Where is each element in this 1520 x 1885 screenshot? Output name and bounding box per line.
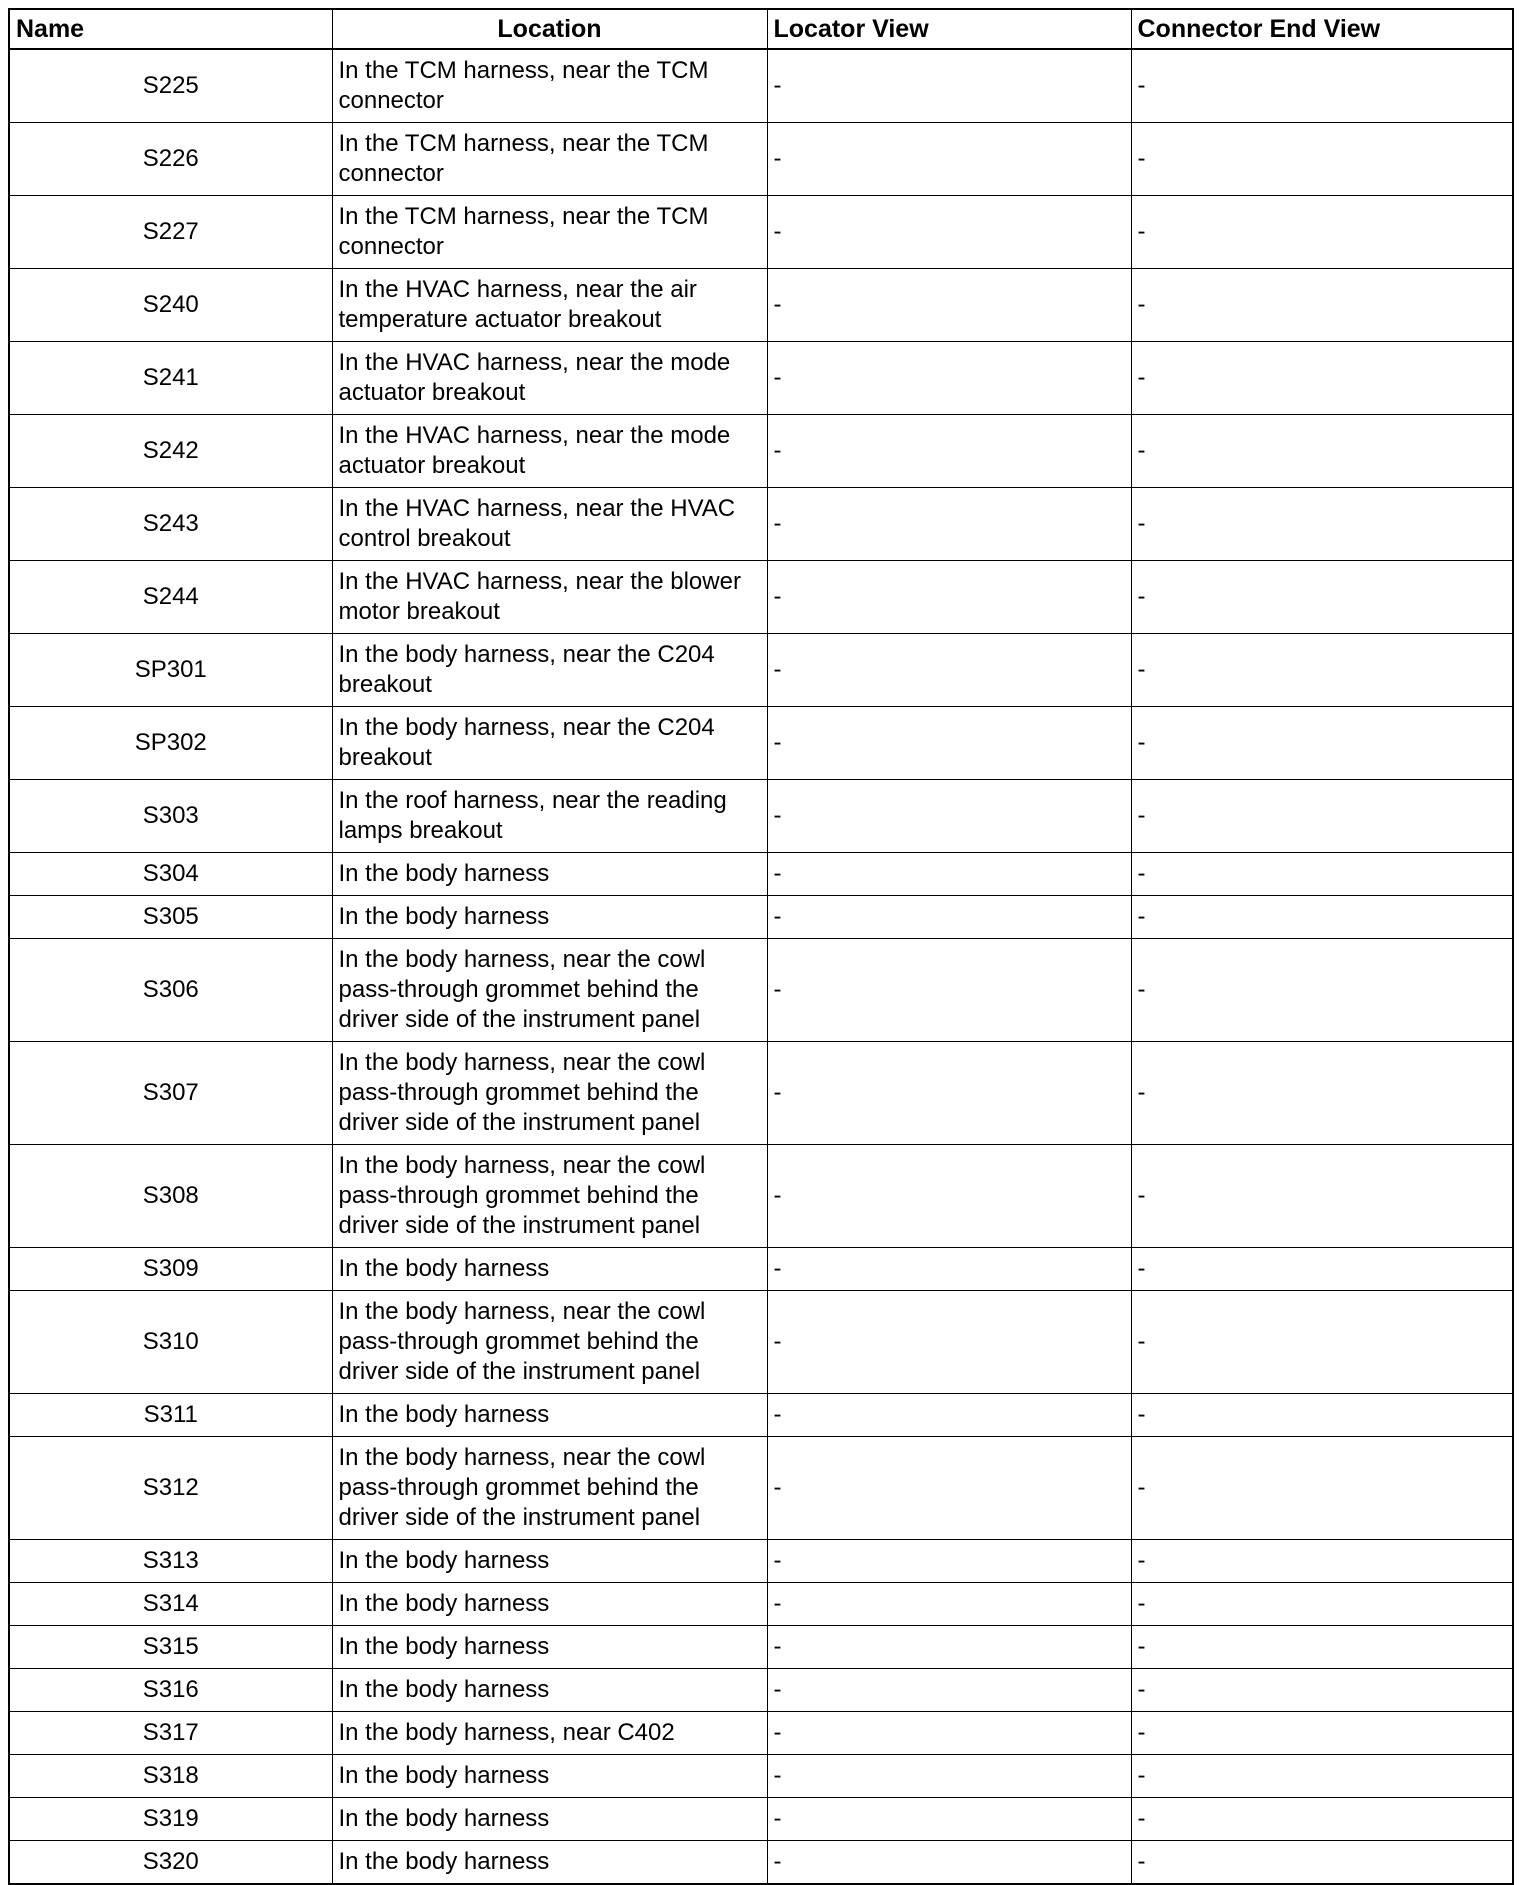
splice-name-cell: S312 (9, 1437, 332, 1540)
table-row (9, 49, 1513, 123)
location-line: breakout (338, 744, 432, 771)
splice-name-cell: SP302 (9, 707, 332, 780)
connector-end-view-cell: - (1131, 49, 1513, 123)
location-line: pass-through grommet behind the (338, 1182, 699, 1209)
location-line: In the HVAC harness, near the mode (338, 422, 731, 449)
connector-end-view-cell: - (1131, 269, 1513, 342)
locator-view-cell: - (767, 1583, 1131, 1626)
connector-end-view-cell: - (1131, 561, 1513, 634)
location-line: connector (338, 160, 444, 187)
location-cell (332, 1437, 767, 1540)
table-row (9, 488, 1513, 561)
table-row (9, 634, 1513, 707)
splice-name-cell: S244 (9, 561, 332, 634)
locator-view-cell: - (767, 561, 1131, 634)
location-line: driver side of the instrument panel (338, 1006, 701, 1033)
location-line: In the HVAC harness, near the mode (338, 349, 731, 376)
locator-view-cell: - (767, 1798, 1131, 1841)
location-line: In the body harness, near C402 (338, 1719, 675, 1746)
locator-view-cell: - (767, 634, 1131, 707)
splice-name-cell: S313 (9, 1540, 332, 1583)
table-body (9, 49, 1513, 1884)
locator-view-cell: - (767, 342, 1131, 415)
location-line: temperature actuator breakout (338, 306, 662, 333)
location-line: driver side of the instrument panel (338, 1504, 701, 1531)
splice-name-cell: S241 (9, 342, 332, 415)
table-row (9, 1248, 1513, 1291)
location-line: In the body harness (338, 1762, 550, 1789)
location-line: In the body harness, near the cowl (338, 946, 706, 973)
table-row (9, 196, 1513, 269)
splice-name-cell: SP301 (9, 634, 332, 707)
location-line: breakout (338, 671, 432, 698)
table-row (9, 1145, 1513, 1248)
location-line: control breakout (338, 525, 511, 552)
location-cell (332, 1248, 767, 1291)
splice-name-cell: S311 (9, 1394, 332, 1437)
locator-view-cell: - (767, 1755, 1131, 1798)
location-cell (332, 49, 767, 123)
location-line: In the body harness (338, 903, 550, 930)
splice-name-cell: S309 (9, 1248, 332, 1291)
table-row (9, 780, 1513, 853)
location-line: In the body harness (338, 1547, 550, 1574)
location-cell (332, 780, 767, 853)
location-cell (332, 196, 767, 269)
location-cell (332, 1145, 767, 1248)
location-cell (332, 1583, 767, 1626)
connector-end-view-cell: - (1131, 1042, 1513, 1145)
table-row (9, 1798, 1513, 1841)
location-cell (332, 1626, 767, 1669)
connector-end-view-cell: - (1131, 415, 1513, 488)
locator-view-cell: - (767, 269, 1131, 342)
splice-name-cell: S318 (9, 1755, 332, 1798)
connector-end-view-cell: - (1131, 1626, 1513, 1669)
table-row (9, 123, 1513, 196)
table-row (9, 1540, 1513, 1583)
table-row (9, 1437, 1513, 1540)
splice-name-cell: S310 (9, 1291, 332, 1394)
connector-end-view-cell: - (1131, 780, 1513, 853)
location-cell (332, 707, 767, 780)
connector-end-view-cell: - (1131, 707, 1513, 780)
locator-view-cell: - (767, 1437, 1131, 1540)
location-cell (332, 1394, 767, 1437)
location-line: driver side of the instrument panel (338, 1358, 701, 1385)
table-row (9, 342, 1513, 415)
location-cell (332, 939, 767, 1042)
location-line: lamps breakout (338, 817, 503, 844)
splice-name-cell: S315 (9, 1626, 332, 1669)
table-row (9, 1291, 1513, 1394)
location-line: In the body harness (338, 1633, 550, 1660)
location-line: In the body harness (338, 1848, 550, 1875)
table-row (9, 896, 1513, 939)
locator-view-cell: - (767, 1394, 1131, 1437)
locator-view-cell: - (767, 1841, 1131, 1885)
locator-view-cell: - (767, 1248, 1131, 1291)
location-cell (332, 269, 767, 342)
location-line: In the body harness (338, 860, 550, 887)
table-row (9, 707, 1513, 780)
locator-view-cell: - (767, 1540, 1131, 1583)
location-cell (332, 488, 767, 561)
splice-name-cell: S316 (9, 1669, 332, 1712)
connector-end-view-cell: - (1131, 1755, 1513, 1798)
location-cell (332, 415, 767, 488)
location-line: In the body harness (338, 1805, 550, 1832)
location-line: In the body harness (338, 1255, 550, 1282)
location-line: connector (338, 87, 444, 114)
splice-name-cell: S242 (9, 415, 332, 488)
location-cell (332, 342, 767, 415)
table-row (9, 269, 1513, 342)
location-line: In the body harness, near the cowl (338, 1049, 706, 1076)
location-line: In the TCM harness, near the TCM (338, 130, 709, 157)
connector-end-view-cell: - (1131, 342, 1513, 415)
locator-view-cell: - (767, 415, 1131, 488)
splice-name-cell: S226 (9, 123, 332, 196)
splice-location-table (8, 8, 1514, 1885)
connector-end-view-cell: - (1131, 853, 1513, 896)
column-header-name: Name (9, 9, 332, 49)
connector-end-view-cell: - (1131, 1669, 1513, 1712)
connector-end-view-cell: - (1131, 1145, 1513, 1248)
location-line: In the body harness (338, 1401, 550, 1428)
splice-name-cell: S243 (9, 488, 332, 561)
connector-end-view-cell: - (1131, 896, 1513, 939)
connector-end-view-cell: - (1131, 1437, 1513, 1540)
table-header-row (9, 9, 1513, 49)
table-row (9, 1755, 1513, 1798)
table-row (9, 1583, 1513, 1626)
locator-view-cell: - (767, 939, 1131, 1042)
table-row (9, 1042, 1513, 1145)
connector-end-view-cell: - (1131, 1394, 1513, 1437)
location-line: In the body harness, near the cowl (338, 1152, 706, 1179)
table-row (9, 939, 1513, 1042)
splice-name-cell: S317 (9, 1712, 332, 1755)
location-line: motor breakout (338, 598, 500, 625)
location-cell (332, 1669, 767, 1712)
location-line: actuator breakout (338, 379, 526, 406)
table-row (9, 1669, 1513, 1712)
column-header-connector-end-view: Connector End View (1131, 9, 1513, 49)
locator-view-cell: - (767, 780, 1131, 853)
connector-end-view-cell: - (1131, 123, 1513, 196)
splice-name-cell: S307 (9, 1042, 332, 1145)
locator-view-cell: - (767, 123, 1131, 196)
locator-view-cell: - (767, 853, 1131, 896)
table-row (9, 1841, 1513, 1885)
location-line: In the TCM harness, near the TCM (338, 203, 709, 230)
locator-view-cell: - (767, 896, 1131, 939)
table-row (9, 561, 1513, 634)
location-cell (332, 853, 767, 896)
locator-view-cell: - (767, 1669, 1131, 1712)
locator-view-cell: - (767, 707, 1131, 780)
location-cell (332, 1841, 767, 1885)
locator-view-cell: - (767, 1145, 1131, 1248)
connector-end-view-cell: - (1131, 196, 1513, 269)
connector-end-view-cell: - (1131, 1841, 1513, 1885)
location-line: In the roof harness, near the reading (338, 787, 727, 814)
table-row (9, 1394, 1513, 1437)
connector-end-view-cell: - (1131, 1712, 1513, 1755)
splice-name-cell: S320 (9, 1841, 332, 1885)
location-line: In the HVAC harness, near the HVAC (338, 495, 736, 522)
location-cell (332, 1755, 767, 1798)
connector-end-view-cell: - (1131, 1291, 1513, 1394)
splice-name-cell: S303 (9, 780, 332, 853)
table-row (9, 1712, 1513, 1755)
splice-name-cell: S308 (9, 1145, 332, 1248)
column-header-locator-view: Locator View (767, 9, 1131, 49)
location-line: In the body harness (338, 1590, 550, 1617)
location-line: pass-through grommet behind the (338, 1079, 699, 1106)
location-line: pass-through grommet behind the (338, 1474, 699, 1501)
splice-name-cell: S305 (9, 896, 332, 939)
locator-view-cell: - (767, 1626, 1131, 1669)
location-line: pass-through grommet behind the (338, 1328, 699, 1355)
connector-end-view-cell: - (1131, 634, 1513, 707)
splice-name-cell: S306 (9, 939, 332, 1042)
location-cell (332, 1798, 767, 1841)
table-row (9, 415, 1513, 488)
locator-view-cell: - (767, 1712, 1131, 1755)
location-cell (332, 1540, 767, 1583)
location-line: In the TCM harness, near the TCM (338, 57, 709, 84)
location-line: pass-through grommet behind the (338, 976, 699, 1003)
location-line: In the HVAC harness, near the air (338, 276, 697, 303)
location-line: In the body harness, near the C204 (338, 714, 715, 741)
location-cell (332, 634, 767, 707)
connector-end-view-cell: - (1131, 488, 1513, 561)
location-line: In the body harness, near the cowl (338, 1298, 706, 1325)
location-line: driver side of the instrument panel (338, 1212, 701, 1239)
locator-view-cell: - (767, 49, 1131, 123)
location-cell (332, 561, 767, 634)
splice-name-cell: S319 (9, 1798, 332, 1841)
locator-view-cell: - (767, 196, 1131, 269)
splice-name-cell: S225 (9, 49, 332, 123)
location-cell (332, 1291, 767, 1394)
connector-end-view-cell: - (1131, 1798, 1513, 1841)
location-line: In the HVAC harness, near the blower (338, 568, 741, 595)
column-header-location: Location (332, 9, 767, 49)
table-row (9, 853, 1513, 896)
location-cell (332, 896, 767, 939)
location-line: driver side of the instrument panel (338, 1109, 701, 1136)
splice-name-cell: S304 (9, 853, 332, 896)
splice-name-cell: S314 (9, 1583, 332, 1626)
location-line: In the body harness, near the C204 (338, 641, 715, 668)
location-line: In the body harness, near the cowl (338, 1444, 706, 1471)
connector-end-view-cell: - (1131, 1248, 1513, 1291)
location-line: In the body harness (338, 1676, 550, 1703)
locator-view-cell: - (767, 1042, 1131, 1145)
table-row (9, 1626, 1513, 1669)
connector-end-view-cell: - (1131, 1540, 1513, 1583)
splice-name-cell: S240 (9, 269, 332, 342)
location-cell (332, 123, 767, 196)
locator-view-cell: - (767, 1291, 1131, 1394)
location-cell (332, 1712, 767, 1755)
connector-end-view-cell: - (1131, 939, 1513, 1042)
connector-end-view-cell: - (1131, 1583, 1513, 1626)
locator-view-cell: - (767, 488, 1131, 561)
splice-name-cell: S227 (9, 196, 332, 269)
location-line: connector (338, 233, 444, 260)
location-cell (332, 1042, 767, 1145)
location-line: actuator breakout (338, 452, 526, 479)
